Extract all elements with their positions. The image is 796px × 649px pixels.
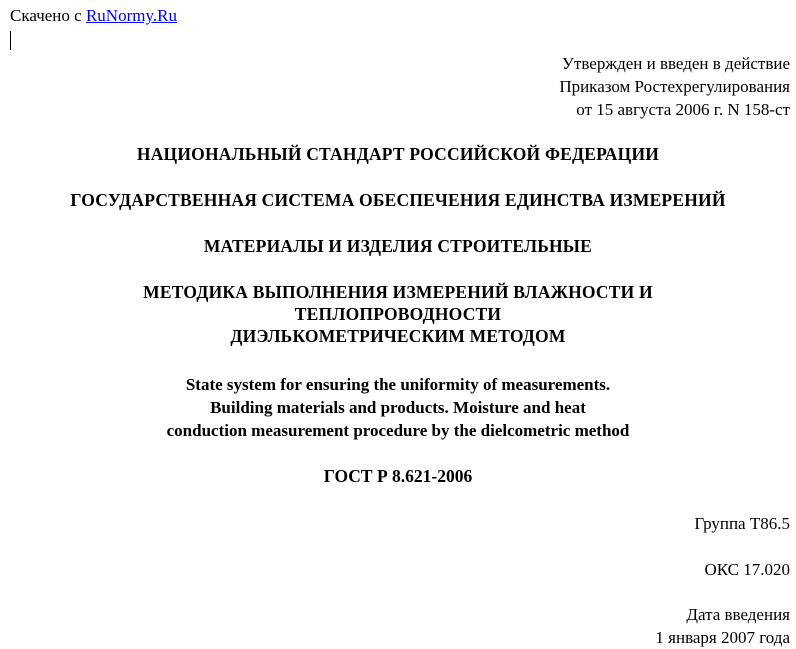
runormy-link[interactable]: RuNormy.Ru xyxy=(85,6,177,25)
approval-block xyxy=(559,52,790,121)
system-heading: ГОСУДАРСТВЕННАЯ СИСТЕМА ОБЕСПЕЧЕНИЯ ЕДИНСТВА ИЗМЕРЕНИЙ xyxy=(70,190,726,210)
effective-date-block xyxy=(655,603,790,649)
english-title-line-3: conduction measurement procedure by the dielcometric method xyxy=(166,421,630,440)
group-code: Группа Т86.5 xyxy=(694,514,790,533)
method-title-line-2: ТЕПЛОПРОВОДНОСТИ xyxy=(294,304,502,324)
effective-date-value: 1 января 2007 года xyxy=(655,628,790,647)
method-title-line-1: МЕТОДИКА ВЫПОЛНЕНИЯ ИЗМЕРЕНИЙ ВЛАЖНОСТИ И xyxy=(143,282,653,302)
oks-code: ОКС 17.020 xyxy=(704,560,790,579)
method-title xyxy=(0,281,796,347)
effective-date-label: Дата введения xyxy=(686,605,790,624)
english-title-line-2: Building materials and products. Moisture and heat xyxy=(210,398,586,417)
text-cursor xyxy=(10,31,11,50)
approval-line-3: от 15 августа 2006 г. N 158-ст xyxy=(576,100,790,119)
materials-heading: МАТЕРИАЛЫ И ИЗДЕЛИЯ СТРОИТЕЛЬНЫЕ xyxy=(203,236,593,256)
english-title xyxy=(0,373,796,442)
approval-line-1: Утвержден и введен в действие xyxy=(561,54,790,73)
source-line xyxy=(10,4,177,28)
source-prefix: Скачено с xyxy=(10,6,82,25)
standard-heading: НАЦИОНАЛЬНЫЙ СТАНДАРТ РОССИЙСКОЙ ФЕДЕРАЦИИ xyxy=(136,144,660,164)
gost-number: ГОСТ Р 8.621-2006 xyxy=(323,466,473,486)
english-title-line-1: State system for ensuring the uniformity of measurements. xyxy=(185,375,611,394)
method-title-line-3: ДИЭЛЬКОМЕТРИЧЕСКИМ МЕТОДОМ xyxy=(230,326,566,346)
approval-line-2: Приказом Ростехрегулирования xyxy=(559,77,790,96)
